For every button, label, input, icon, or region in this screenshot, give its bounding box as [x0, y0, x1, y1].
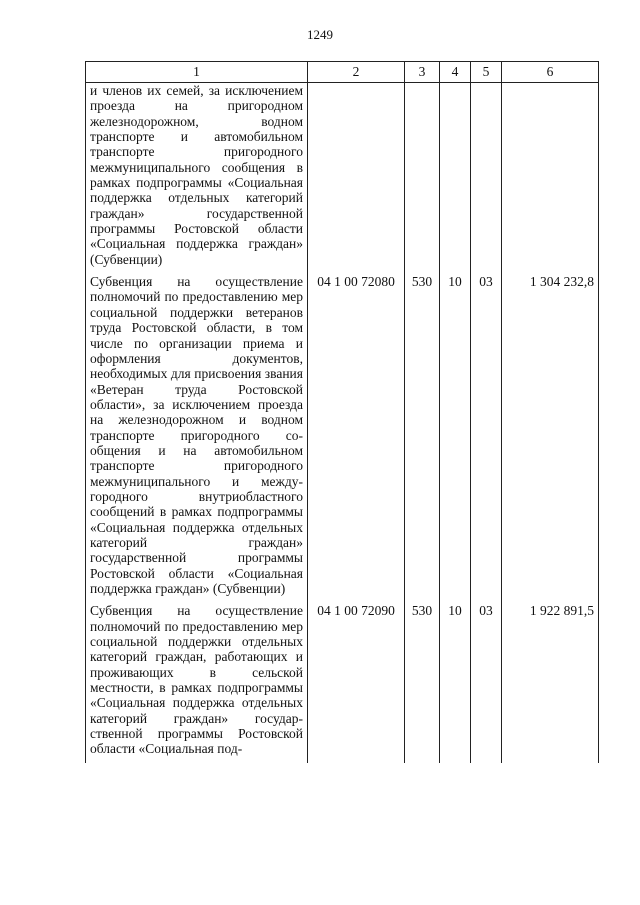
table-row [86, 83, 599, 274]
table-header [86, 62, 599, 83]
table-body [86, 83, 599, 763]
header-col-4: 4 [440, 62, 471, 83]
header-col-3: 3 [405, 62, 440, 83]
row-code: 04 1 00 72080 [308, 273, 405, 602]
table-row [86, 602, 599, 762]
row-col5: 03 [471, 602, 502, 762]
row-col3: 530 [405, 602, 440, 762]
row-description: Субвенция на осуществление полномочий по предоставлению мер социальной поддержки отдельных категорий граждан, работающих и проживающих в сельской местности, в рамках подпрограммы «Социальная поддержка отдельных категорий граждан» государственной программы Ростовской области «Социальная под- [86, 602, 308, 762]
budget-table [85, 61, 599, 763]
row-amount: 1 922 891,5 [502, 602, 599, 762]
row-col5: 03 [471, 273, 502, 602]
row-description: Субвенция на осуществление полномочий по предоставлению мер социальной поддержки ветеранов труда Ростовской области, в том числе по организации приема и оформления документов, необходимых для присвоения звания «Ветеран труда Ростовской области», за исключением проезда на железнодорожном и водном транспорте пригородного сообщения и на автомобильном транспорте пригородного межмуниципального и междугородного внутриобластного сообщений в рамках подпрограммы «Социальная поддержка отдельных категорий граждан» государственной программы Ростовской области «Социальная поддержка граждан» (Субвенции) [86, 273, 308, 602]
row-col4: 10 [440, 602, 471, 762]
header-col-2: 2 [308, 62, 405, 83]
budget-table-container [85, 61, 598, 763]
row-col4 [440, 83, 471, 274]
row-code: 04 1 00 72090 [308, 602, 405, 762]
table-row [86, 273, 599, 602]
row-col4: 10 [440, 273, 471, 602]
row-col3: 530 [405, 273, 440, 602]
row-description: и членов их семей, за исключением проезда на пригородном железнодорожном, водном транспорте и автомобильном транспорте пригородного межмуниципального сообщения в рамках подпрограммы «Социальная поддержка отдельных категорий граждан» государственной программы Ростовской области «Социальная поддержка граждан» (Субвенции) [86, 83, 308, 274]
row-col3 [405, 83, 440, 274]
row-code [308, 83, 405, 274]
header-col-6: 6 [502, 62, 599, 83]
page-number: 1249 [307, 27, 333, 42]
row-amount [502, 83, 599, 274]
row-col5 [471, 83, 502, 274]
row-amount: 1 304 232,8 [502, 273, 599, 602]
header-col-1: 1 [86, 62, 308, 83]
header-row [86, 62, 599, 83]
header-col-5: 5 [471, 62, 502, 83]
